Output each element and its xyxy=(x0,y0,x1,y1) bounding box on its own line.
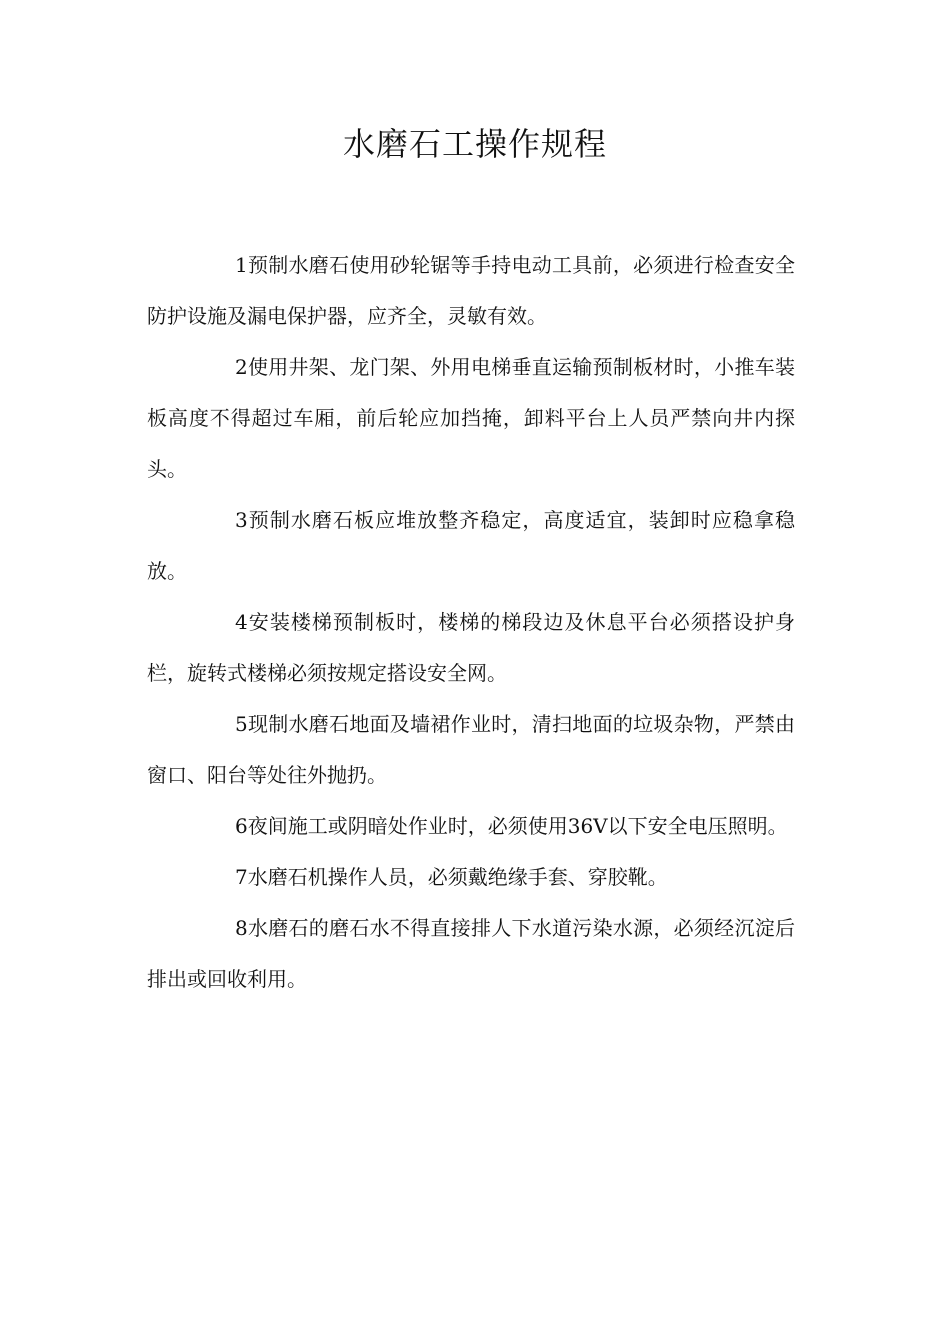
paragraph-6: 6夜间施工或阴暗处作业时，必须使用36V以下安全电压照明。 xyxy=(235,814,788,838)
paragraph-7: 7水磨石机操作人员，必须戴绝缘手套、穿胶靴。 xyxy=(235,865,668,889)
paragraph-4: 4安装楼梯预制板时，楼梯的梯段边及休息平台必须搭设护身栏，旋转式楼梯必须按规定搭设安全网。 xyxy=(147,610,795,685)
paragraph-8: 8水磨石的磨石水不得直接排人下水道污染水源，必须经沉淀后排出或回收利用。 xyxy=(147,916,795,991)
paragraph-1: 1预制水磨石使用砂轮锯等手持电动工具前，必须进行检查安全防护设施及漏电保护器，应齐全，灵敏有效。 xyxy=(147,253,795,328)
document-body xyxy=(147,240,795,1005)
paragraph-2: 2使用井架、龙门架、外用电梯垂直运输预制板材时，小推车装板高度不得超过车厢，前后轮应加挡掩，卸料平台上人员严禁向井内探头。 xyxy=(147,355,795,481)
paragraph-3: 3预制水磨石板应堆放整齐稳定，高度适宜，装卸时应稳拿稳放。 xyxy=(147,508,795,583)
document-title: 水磨石工操作规程 xyxy=(342,125,607,163)
paragraph-5: 5现制水磨石地面及墙裙作业时，清扫地面的垃圾杂物，严禁由窗口、阳台等处往外抛扔。 xyxy=(147,712,795,787)
